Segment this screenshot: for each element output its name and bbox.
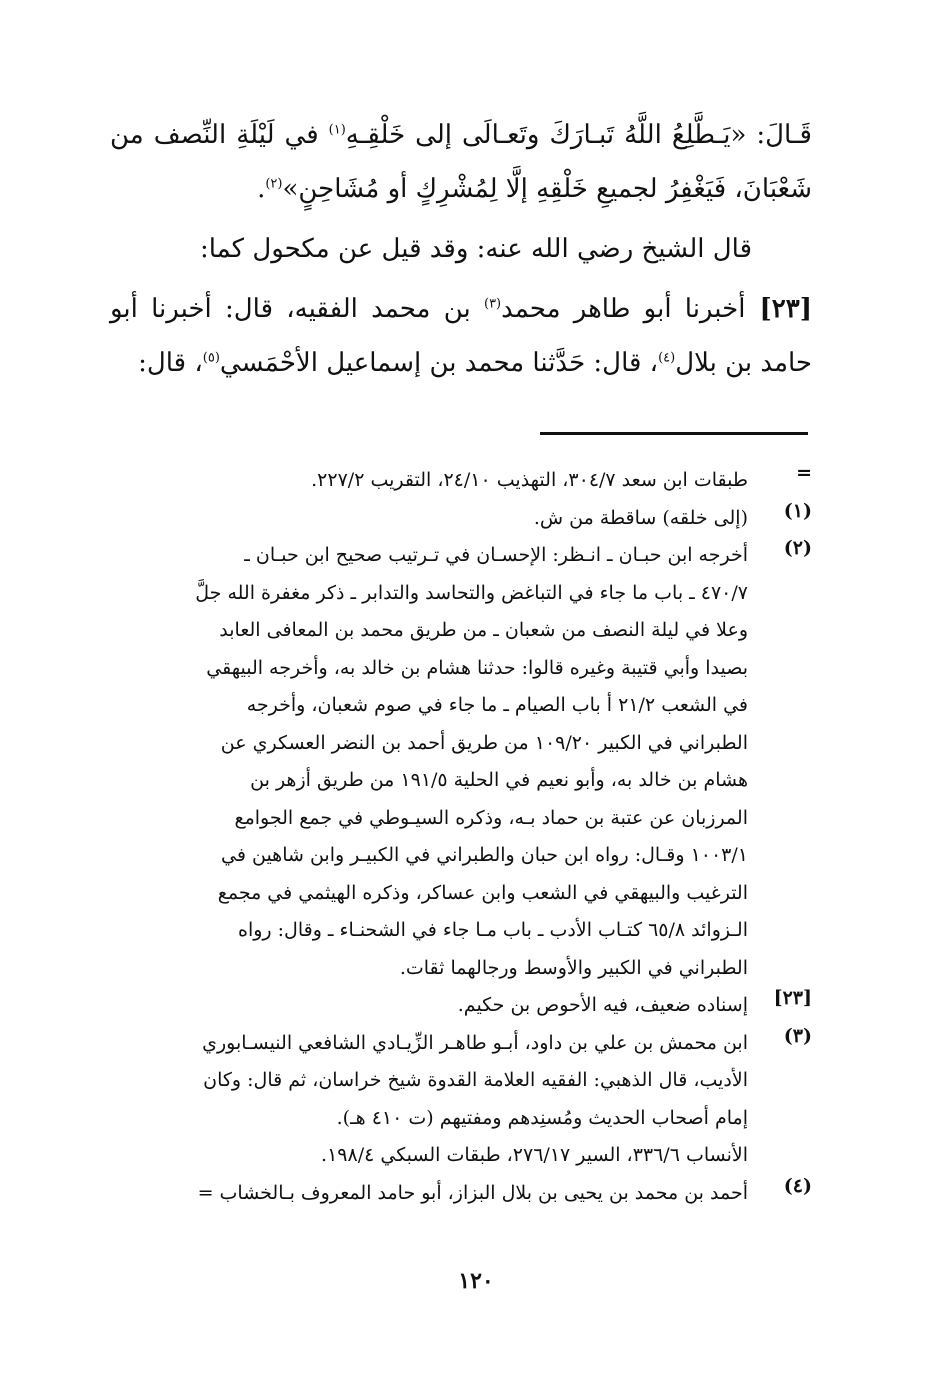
main-text xyxy=(110,108,812,390)
footnote-mark: [٢٣] xyxy=(773,987,812,1009)
isnad-text-part: أخبرنا أبو طاهر محمد xyxy=(501,294,746,324)
hadith-text xyxy=(110,108,812,216)
footnote-body xyxy=(92,537,748,987)
hadith-text-part: . xyxy=(257,174,266,204)
footnote-body xyxy=(92,1175,748,1213)
footnote-line: الترغيب والبيهقي في الشعب وابن عساكر، وذكره الهيثمي في مجمع xyxy=(217,881,748,904)
footnote-line: طبقات ابن سعد ٣٠٤/٧، التهذيب ٢٤/١٠، التقريب ٢٢٧/٢. xyxy=(311,469,748,491)
footnote-line: في الشعب ٢١/٢ أ باب الصيام ـ ما جاء في صوم شعبان، وأخرجه xyxy=(246,694,748,716)
footnote-line: بصيدا وأبي قتيبة وغيره قالوا: حدثنا هشام بن خالد به، وأخرجه البيهقي xyxy=(206,656,748,679)
footnote-body xyxy=(92,987,748,1025)
footnote-3 xyxy=(92,1025,812,1175)
hadith-text-part: قَـالَ: «يَـطَّلِعُ اللَّهُ تَبـارَكَ وتَعـالَى إلى خَلْقِـهِ xyxy=(345,120,812,150)
footnote-continuation xyxy=(92,462,812,500)
footnote-body xyxy=(92,500,748,538)
footnote-line: المرزبان عن عتبة بن حماد بـه، وذكره السيـوطي في جمع الجوامع xyxy=(234,806,748,829)
isnad-text-part: ، قال: xyxy=(138,348,203,378)
hadith-text-part: في لَيْلَةِ النِّصف من شَعْبَانَ، فَيَغْفِرُ لجميعِ خَلْقِهِ إلَّا لِمُشْرِكٍ أو مُشَاحِنٍ» xyxy=(110,120,812,204)
footnote-ref: (٥) xyxy=(202,350,220,366)
footnote-mark: = xyxy=(796,462,812,484)
footnote-mark: (٣) xyxy=(783,1024,812,1047)
footnote-1 xyxy=(92,500,812,538)
footnote-line: الـزوائد ٦٥/٨ كتـاب الأدب ـ باب مـا جاء في الشحنـاء ـ وقال: رواه xyxy=(238,919,748,941)
footnote-line: أحمد بن محمد بن يحيى بن بلال البزاز، أبو حامد المعروف بـالخشاب = xyxy=(197,1181,748,1204)
footnote-23 xyxy=(92,987,812,1025)
footnote-line: إمام أصحاب الحديث ومُسنِدهم ومفتيهم (ت ٤١٠ هـ). xyxy=(336,1106,748,1129)
footnote-ref: (١) xyxy=(328,122,346,138)
footnote-body xyxy=(92,462,748,500)
footnote-line: ١٠٠٣/١ وقـال: رواه ابن حبان والطبراني في الكبيـر وابن شاهين في xyxy=(221,844,748,866)
footnote-line: ٤٧٠/٧ ـ باب ما جاء في التباغض والتحاسد والتدابر ـ ذكر مغفرة الله جلَّ xyxy=(195,581,748,604)
footnote-line: الطبراني في الكبير ١٠٩/٢٠ من طريق أحمد بن النضر العسكري عن xyxy=(220,731,748,754)
footnote-ref: (٣) xyxy=(483,296,502,312)
footnote-line: الأنساب ٣٣٦/٦، السير ٢٧٦/١٧، طبقات السبكي ١٩٨/٤. xyxy=(321,1144,748,1166)
footnote-line: إسناده ضعيف، فيه الأحوص بن حكيم. xyxy=(457,994,748,1016)
footnote-mark: (٢) xyxy=(783,537,812,559)
page-number: ١٢٠ xyxy=(458,1268,494,1294)
isnad-text-part: بن محمد الفقيه، قال: أخبرنا أبو حامد بن بلال xyxy=(110,294,812,378)
footnote-2 xyxy=(92,537,812,987)
sheikh-statement xyxy=(110,222,812,276)
sheikh-statement-text: قال الشيخ رضي الله عنه: وقد قيل عن مكحول كما: xyxy=(199,234,752,264)
footnote-body xyxy=(92,1025,748,1175)
footnote-ref: (٤) xyxy=(658,350,676,366)
footnote-separator xyxy=(540,432,808,435)
footnotes xyxy=(92,462,812,1212)
footnote-line: وعلا في ليلة النصف من شعبان ـ من طريق محمد بن المعافى العابد xyxy=(219,619,748,641)
hadith-number: [٢٣] xyxy=(759,294,812,324)
footnote-line: هشام بن خالد به، وأبو نعيم في الحلية ١٩١/٥ من طريق أزهر بن xyxy=(250,769,748,791)
footnote-line: الطبراني في الكبير والأوسط ورجالهما ثقات. xyxy=(399,956,748,979)
footnote-4 xyxy=(92,1175,812,1213)
footnote-line: الأديب، قال الذهبي: الفقيه العلامة القدوة شيخ خراسان، ثم قال: وكان xyxy=(203,1069,748,1091)
footnote-line: (إلى خلقه) ساقطة من ش. xyxy=(533,506,748,529)
isnad-text-part: ، قال: حَدَّثنا محمد بن إسماعيل الأحْمَسي xyxy=(219,348,659,378)
footnote-line: ابن محمش بن علي بن داود، أبـو طاهـر الزِّيـادي الشافعي النيسـابوري xyxy=(202,1031,748,1054)
isnad-paragraph xyxy=(110,282,812,390)
footnote-mark: (١) xyxy=(783,499,812,522)
footnote-ref: (٢) xyxy=(265,176,283,192)
footnote-line: أخرجه ابن حبـان ـ انـظر: الإحسـان في تـرتيب صحيح ابن حبـان ـ xyxy=(244,544,748,566)
footnote-mark: (٤) xyxy=(783,1174,812,1197)
